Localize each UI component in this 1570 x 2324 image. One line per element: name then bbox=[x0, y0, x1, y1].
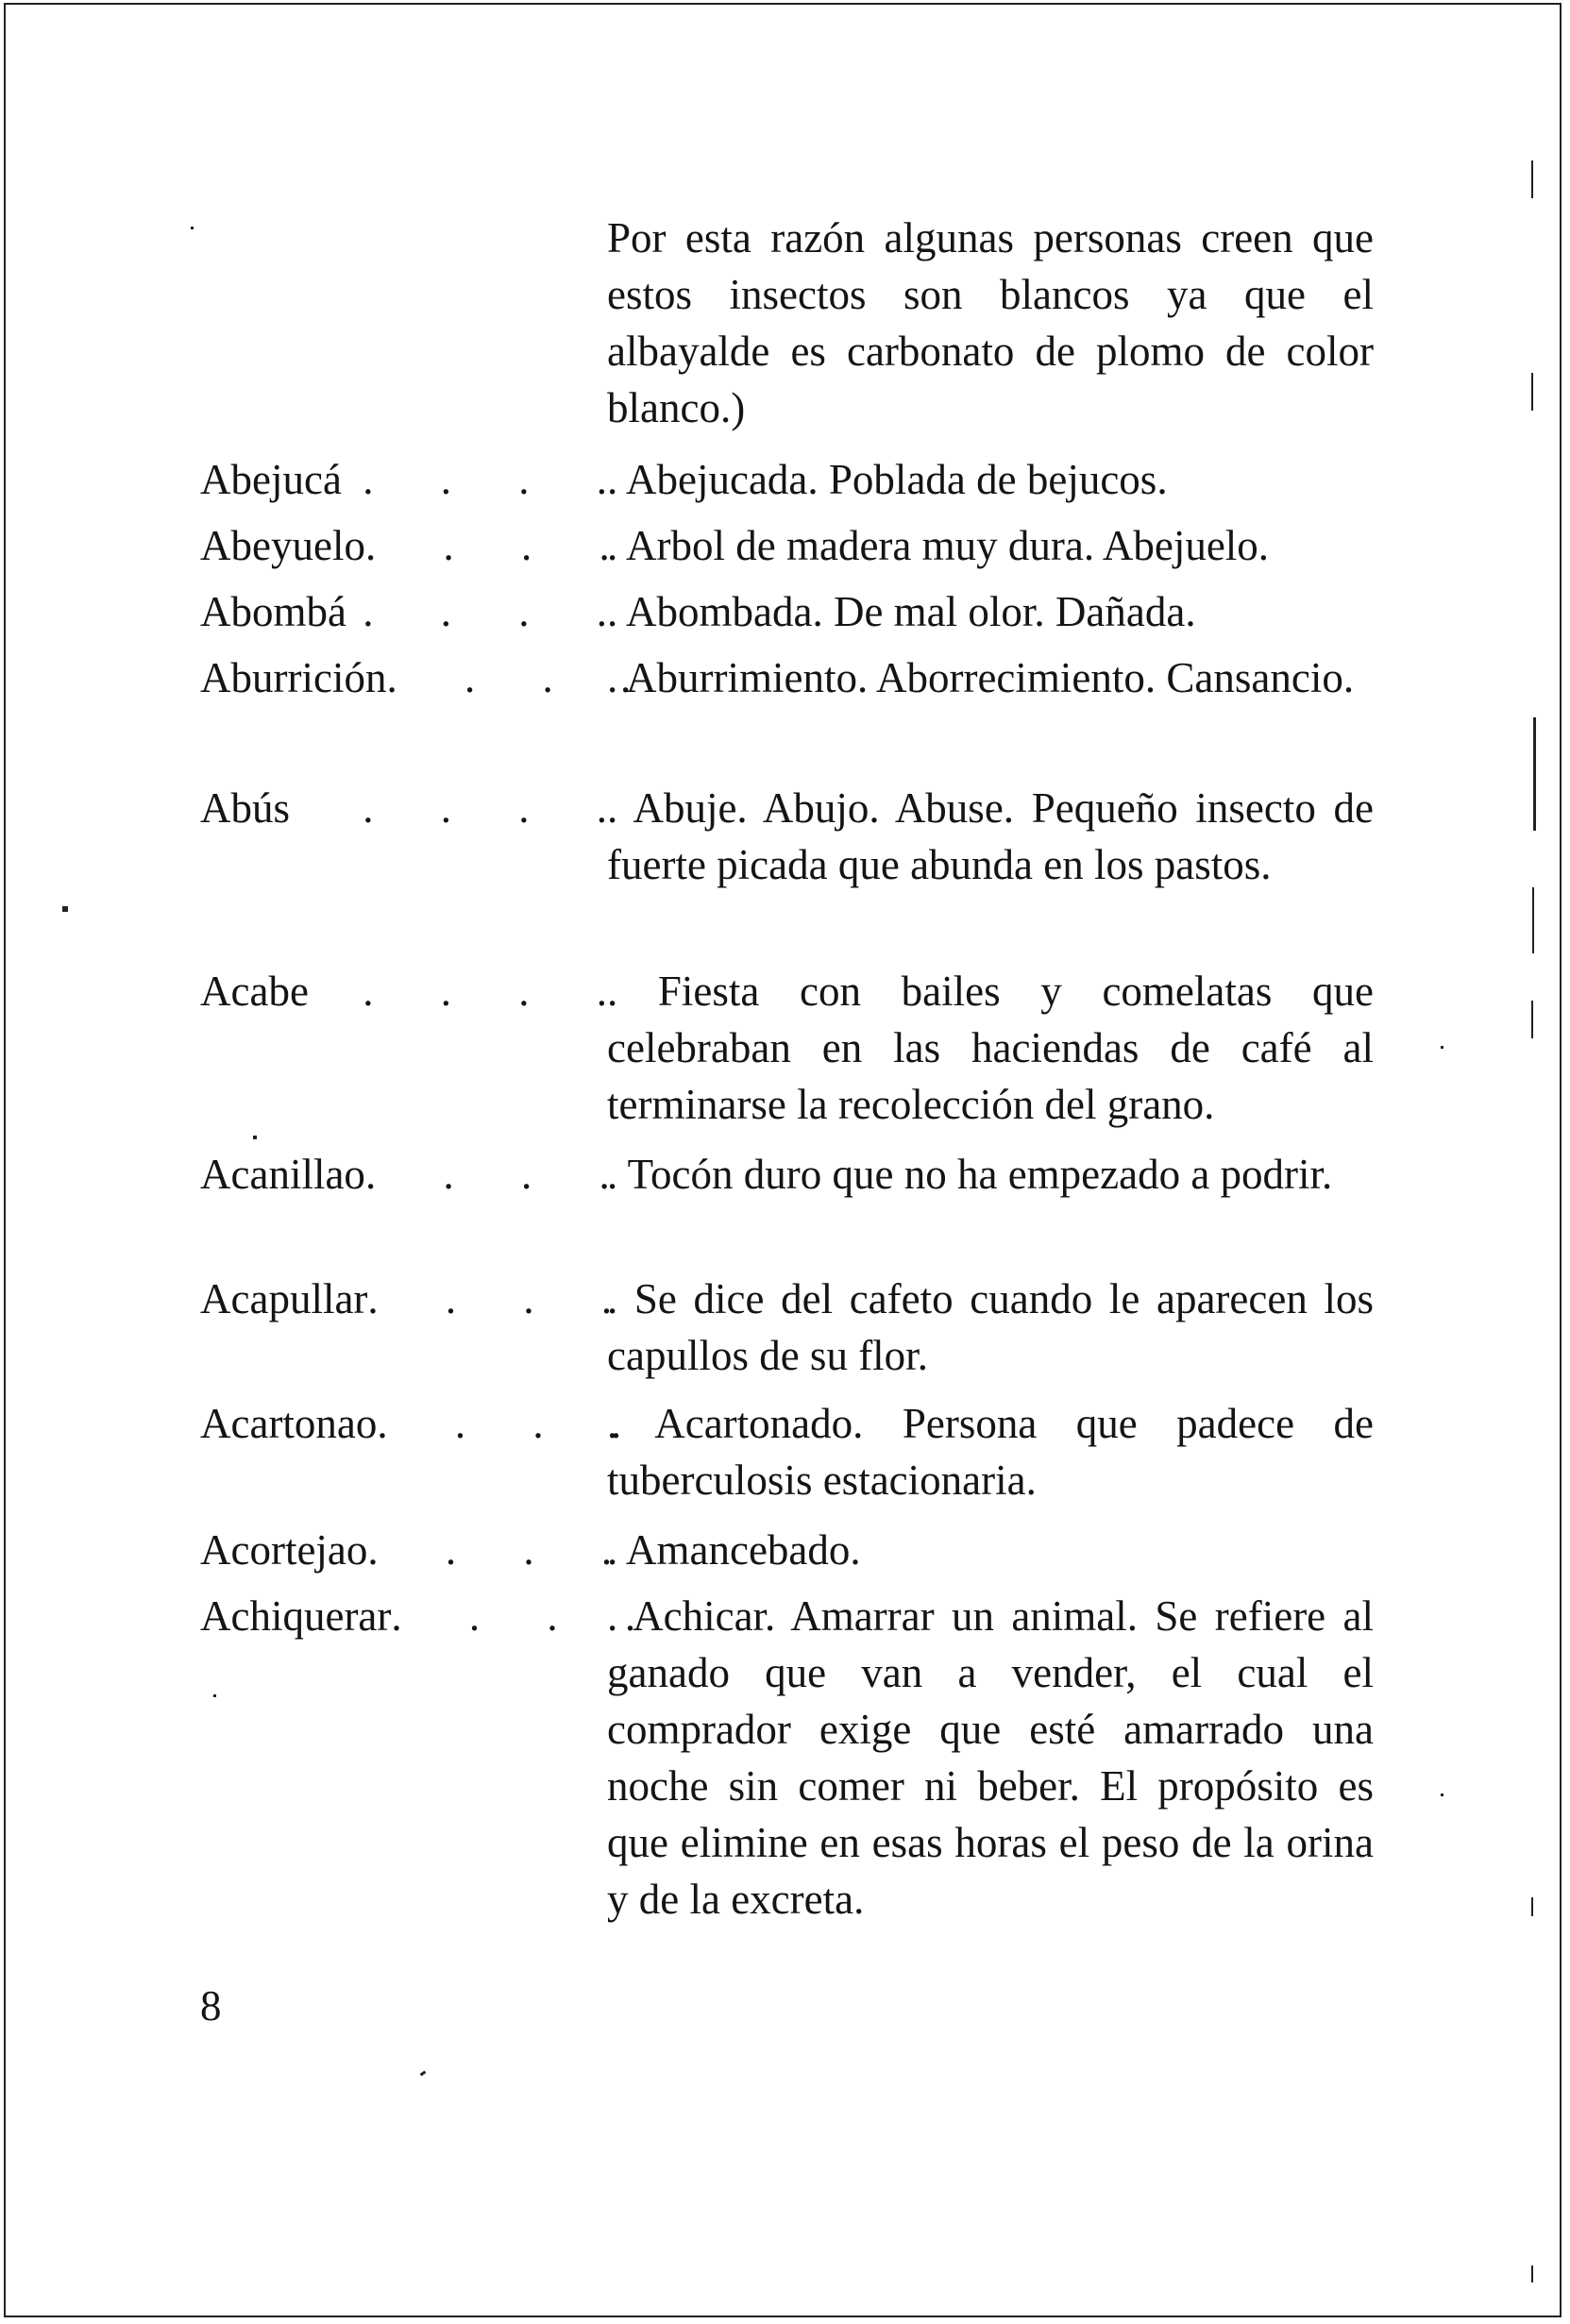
leader-dots: . . . . bbox=[386, 654, 660, 701]
glossary-entry-abomba bbox=[200, 583, 1374, 640]
term-column bbox=[200, 1588, 665, 1644]
leader-dots: . . . . bbox=[363, 456, 635, 503]
glossary-entry-abeyuelo bbox=[200, 517, 1374, 574]
entry-definition: . Amancebado. bbox=[607, 1526, 861, 1574]
term-column bbox=[200, 963, 635, 1019]
leader-dots: . . . . bbox=[363, 588, 635, 635]
entry-definition: . Se dice del cafeto cuando le aparecen los capullos de su flor. bbox=[607, 1275, 1374, 1379]
term-column bbox=[200, 1395, 650, 1452]
glossary-entry-acapullar bbox=[200, 1271, 1374, 1384]
scan-mark bbox=[1531, 1897, 1533, 1916]
glossary-entry-abus bbox=[200, 780, 1374, 893]
entry-term: Acanillao bbox=[200, 1151, 365, 1198]
scan-mark bbox=[1531, 160, 1533, 198]
continuation-paragraph bbox=[607, 210, 1374, 436]
page-number: 8 bbox=[200, 1982, 222, 2029]
entry-definition: . Abombada. De mal olor. Dañada. bbox=[607, 588, 1196, 635]
term-column bbox=[200, 451, 635, 508]
entry-definition: . Achicar. Amarrar un animal. Se refiere al ganado que van a vender, el cual el comprador exige que esté amarrado una noche sin comer ni beber. El propósito es que elimine en esas horas el peso de la orina y de la excreta. bbox=[607, 1592, 1374, 1923]
entry-term: Aburrición bbox=[200, 654, 387, 701]
entry-definition: . Aburrimiento. Aborrecimiento. Cansancio. bbox=[607, 654, 1355, 701]
glossary-entry-abejuca bbox=[200, 451, 1374, 508]
entry-term: Acartonao bbox=[200, 1400, 378, 1447]
term-column bbox=[200, 583, 635, 640]
leader-dots: . . . . bbox=[377, 1400, 650, 1447]
leader-dots: . . . . bbox=[363, 784, 635, 832]
scan-mark bbox=[62, 906, 68, 912]
entry-definition: . Acartonado. Persona que padece de tuberculosis estacionaria. bbox=[607, 1400, 1374, 1504]
glossary-entry-acortejao bbox=[200, 1522, 1374, 1578]
term-column bbox=[200, 1271, 641, 1327]
scan-mark bbox=[1531, 2265, 1533, 2282]
entry-term: Achiquerar bbox=[200, 1592, 392, 1640]
entry-term: Abeyuelo bbox=[200, 522, 365, 569]
scan-mark bbox=[1531, 373, 1533, 411]
entry-term: Acabe bbox=[200, 968, 309, 1015]
entry-term: Abejucá bbox=[200, 456, 342, 503]
term-column bbox=[200, 517, 638, 574]
entry-definition: . Fiesta con bailes y comelatas que celebraban en las haciendas de café al terminarse la recolección del grano. bbox=[607, 968, 1374, 1128]
entry-definition: . Arbol de madera muy dura. Abejuelo. bbox=[607, 522, 1270, 569]
scan-mark bbox=[253, 1136, 257, 1139]
term-column bbox=[200, 649, 660, 706]
continuation-text: Por esta razón algunas personas creen que estos insectos son blancos ya que el albayalde es carbonato de plomo de color blanco.) bbox=[607, 214, 1374, 431]
glossary-entry-acanillao bbox=[200, 1146, 1374, 1203]
glossary-entry-acartonao bbox=[200, 1395, 1374, 1508]
leader-dots: . . . . bbox=[367, 1275, 641, 1322]
glossary-entry-aburricion bbox=[200, 649, 1374, 706]
leader-dots: . . . . bbox=[363, 968, 635, 1015]
term-column bbox=[200, 1522, 641, 1578]
scan-mark bbox=[1533, 717, 1536, 831]
entry-term: Abús bbox=[200, 784, 291, 832]
scan-mark bbox=[1441, 1046, 1443, 1049]
entry-term: Abombá bbox=[200, 588, 346, 635]
leader-dots: . . . . bbox=[367, 1526, 641, 1574]
entry-term: Acortejao bbox=[200, 1526, 368, 1574]
entry-definition: . Tocón duro que no ha empezado a podrir. bbox=[607, 1151, 1333, 1198]
scan-mark bbox=[1532, 887, 1534, 953]
leader-dots: . . . . bbox=[391, 1592, 665, 1640]
entry-term: Acapullar bbox=[200, 1275, 368, 1322]
term-column bbox=[200, 1146, 638, 1203]
leader-dots: . . . . bbox=[364, 522, 638, 569]
entry-definition: . Abuje. Abujo. Abuse. Pequeño insecto de fuerte picada que abunda en los pastos. bbox=[607, 784, 1374, 888]
scan-mark bbox=[191, 227, 194, 229]
entry-definition: . Abejucada. Poblada de bejucos. bbox=[607, 456, 1168, 503]
term-column bbox=[200, 780, 635, 836]
glossary-entry-acabe bbox=[200, 963, 1374, 1133]
leader-dots: . . . . bbox=[364, 1151, 638, 1198]
scan-mark bbox=[1441, 1794, 1443, 1796]
scan-mark bbox=[1531, 1001, 1533, 1038]
glossary-entry-achiquerar bbox=[200, 1588, 1374, 1928]
